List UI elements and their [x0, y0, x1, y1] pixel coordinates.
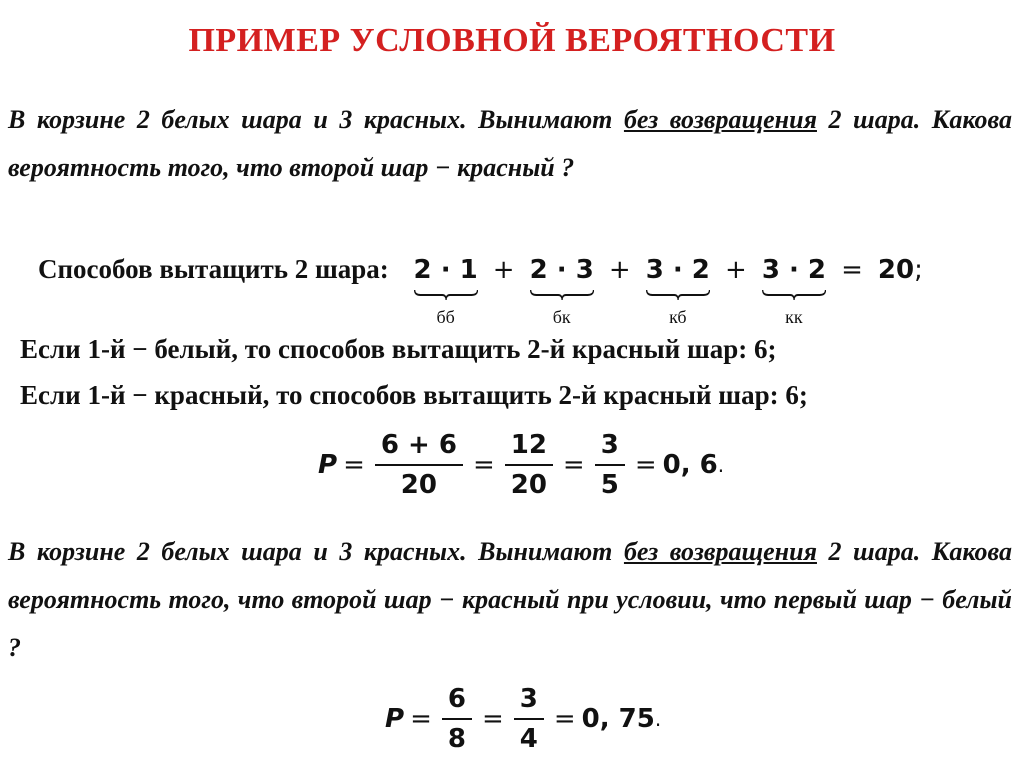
fraction-1-numerator: 6 + 6: [375, 430, 463, 466]
fraction-2: [505, 430, 553, 500]
ways-total: 20: [877, 255, 915, 285]
equals-sign: =: [553, 704, 576, 734]
formula-1: [318, 430, 724, 500]
term-rw: [645, 255, 710, 327]
brace-icon: [530, 289, 594, 301]
plus-sign: +: [608, 255, 631, 285]
term-ww: [413, 255, 478, 327]
problem-1-part-a: В корзине 2 белых шара и 3 красных. Вынимают: [8, 105, 624, 134]
problem-2-underlined: без возвращения: [623, 537, 817, 566]
fraction-3-denominator: 5: [600, 470, 619, 500]
equals-sign: =: [472, 450, 495, 480]
page-title: ПРИМЕР УСЛОВНОЙ ВЕРОЯТНОСТИ: [188, 22, 836, 59]
fraction-5-numerator: 3: [514, 684, 544, 720]
brace-icon: [762, 289, 826, 301]
term-ww-label: бб: [436, 307, 455, 327]
plus-sign: +: [724, 255, 747, 285]
term-wr: [529, 255, 594, 327]
ways-label: Способов вытащить 2 шара:: [38, 254, 389, 284]
fraction-5-denominator: 4: [519, 724, 538, 754]
formula-1-p: P: [318, 450, 338, 480]
ways-expression: [413, 255, 923, 327]
formula-1-end: .: [717, 453, 725, 477]
plus-sign: +: [492, 255, 515, 285]
term-rw-label: кб: [669, 307, 687, 327]
term-rr: [761, 255, 826, 327]
formula-1-result: 0, 6: [662, 450, 718, 480]
formula-2-result: 0, 75: [581, 704, 655, 734]
problem-2-text: [8, 528, 1012, 672]
equals-sign: =: [841, 255, 863, 285]
term-ww-expr: 2 · 1: [413, 255, 478, 285]
problem-1-part-b: 2 шара. Какова вероятность того, что второй шар − красный ?: [8, 105, 1012, 182]
fraction-1-denominator: 20: [400, 470, 437, 500]
problem-1-underlined: без возвращения: [623, 105, 817, 134]
term-wr-expr: 2 · 3: [529, 255, 594, 285]
problem-1-text: [8, 96, 1012, 192]
ways-line: [38, 254, 923, 327]
fraction-2-numerator: 12: [505, 430, 553, 466]
formula-2-end: .: [654, 707, 662, 731]
formula-2-p: P: [385, 704, 405, 734]
equals-sign: =: [481, 704, 504, 734]
problem-2-part-b: 2 шара. Какова вероятность того, что второй шар − красный при условии, что первый шар − белый ?: [8, 537, 1012, 662]
term-wr-label: бк: [552, 307, 571, 327]
term-rr-label: кк: [785, 307, 803, 327]
ways-end: ;: [914, 255, 923, 285]
fraction-5: [514, 684, 544, 754]
case-first-red: Если 1-й − красный, то способов вытащить 2-й красный шар: 6;: [20, 380, 808, 410]
problem-2-part-a: В корзине 2 белых шара и 3 красных. Вынимают: [8, 537, 624, 566]
term-rr-expr: 3 · 2: [761, 255, 826, 285]
equals-sign: =: [343, 450, 365, 480]
brace-icon: [646, 289, 710, 301]
equals-sign: =: [410, 704, 432, 734]
brace-icon: [414, 289, 478, 301]
formula-2: [385, 684, 661, 754]
fraction-2-denominator: 20: [510, 470, 547, 500]
fraction-4-numerator: 6: [442, 684, 472, 720]
fraction-1: [375, 430, 463, 500]
term-rw-expr: 3 · 2: [645, 255, 710, 285]
fraction-4: [442, 684, 472, 754]
equals-sign: =: [562, 450, 585, 480]
fraction-3: [595, 430, 625, 500]
fraction-3-numerator: 3: [595, 430, 625, 466]
equals-sign: =: [634, 450, 657, 480]
case-first-white: Если 1-й − белый, то способов вытащить 2-й красный шар: 6;: [20, 334, 777, 364]
fraction-4-denominator: 8: [447, 724, 466, 754]
